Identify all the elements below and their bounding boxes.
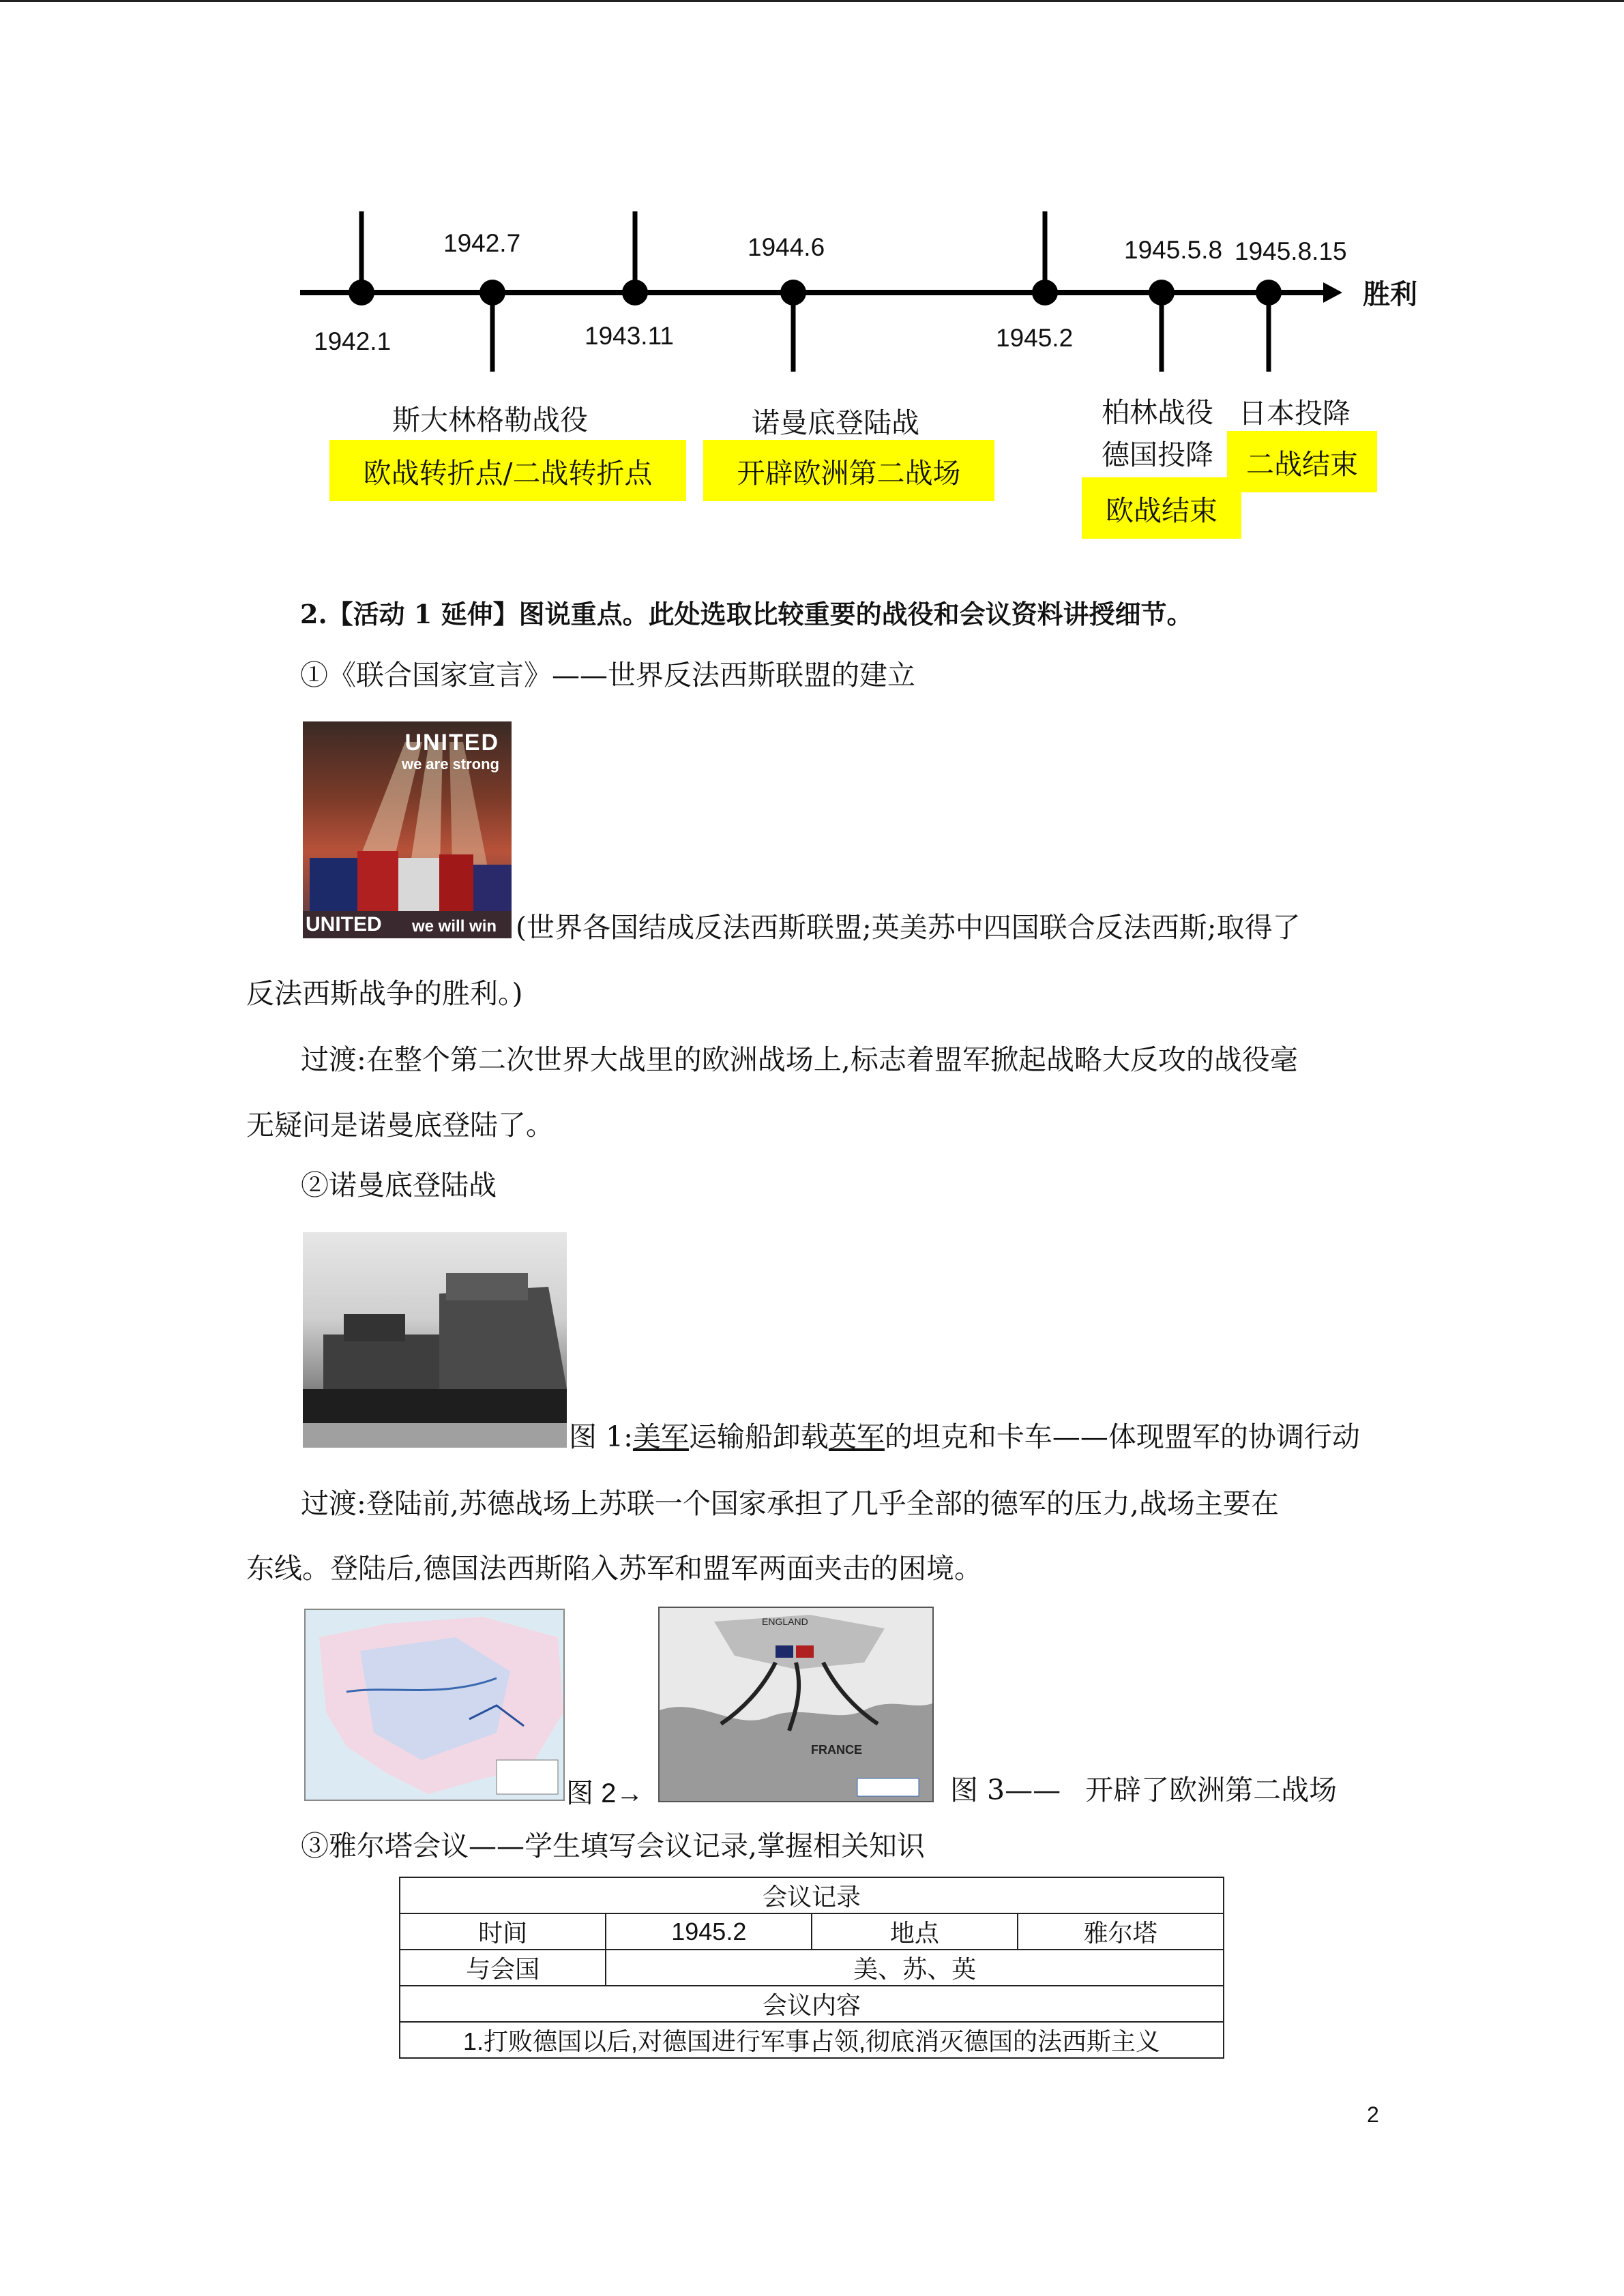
event-stalingrad: 斯大林格勒战役 [392,404,588,436]
table-row [400,1950,1224,1986]
table-row [400,1913,1224,1950]
time-value: 1945.2 [606,1913,812,1950]
fig1-rest: 的坦克和卡车——体现盟军的协调行动 [884,1420,1360,1453]
normandy-landing-photo [303,1232,567,1448]
timeline-date-1945-2: 1945.2 [996,324,1074,352]
fig1-prefix: 图 1: [569,1420,633,1453]
timeline-date-1942-7: 1942.7 [443,229,521,257]
attendees-label: 与会国 [400,1950,606,1986]
timeline-axis [0,0,1624,409]
figure2-label [566,1772,643,1810]
attendees-value: 美、苏、英 [606,1950,1224,1986]
table-row [400,1877,1224,1913]
event-japan-surrender: 日本投降 [1239,397,1350,430]
item1-caption-line2: 反法西斯战争的胜利。) [246,977,523,1010]
map-england-label: ENGLAND [762,1616,808,1627]
place-value: 雅尔塔 [1018,1913,1224,1950]
highlight-second-front: 开辟欧洲第二战场 [703,440,994,501]
poster-united-top: UNITED [404,730,499,756]
figure1-caption [569,1404,1360,1470]
content-label: 会议内容 [400,1986,1224,2022]
highlight-turning-point: 欧战转折点/二战转折点 [329,440,686,501]
united-poster-image [303,721,512,938]
item1-caption-line1: (世界各国结成反法西斯联盟;英美苏中四国联合反法西斯;取得了 [516,911,1301,944]
timeline-end-label: 胜利 [1363,280,1417,310]
table-row [400,1986,1224,2022]
fig2-text: 图 2 [566,1778,617,1808]
fig1-mid: 运输船卸载 [688,1420,829,1453]
timeline-date-1943-11: 1943.11 [585,322,674,350]
fig3-label: 图 3—— [950,1774,1061,1806]
table-title: 会议记录 [400,1877,1224,1913]
transition2-line2: 东线。登陆后,德国法西斯陷入苏军和盟军两面夹击的困境。 [246,1552,983,1585]
map-france-label: FRANCE [811,1743,862,1757]
figure2-europe-map [304,1609,565,1801]
section-heading: 2.【活动 1 延伸】图说重点。此处选取比较重要的战役和会议资料讲授细节。 [300,599,1193,629]
fig1-us-army: 美军 [632,1420,689,1453]
poster-united-bottom: UNITED [306,913,382,936]
content-item-1: 1.打败德国以后,对德国进行军事占领,彻底消灭德国的法西斯主义 [400,2022,1224,2058]
transition1-line1: 过渡:在整个第二次世界大战里的欧洲战场上,标志着盟军掀起战略大反攻的战役毫 [301,1043,1298,1076]
transition2-line1: 过渡:登陆前,苏德战场上苏联一个国家承担了几乎全部的德军的压力,战场主要在 [301,1487,1279,1520]
table-row [400,2022,1224,2058]
fig1-uk-army: 英军 [828,1420,885,1453]
timeline-date-1942-1: 1942.1 [314,327,392,355]
event-normandy: 诺曼底登陆战 [752,406,919,439]
poster-win: we will win [412,917,497,936]
timeline-date-1944-6: 1944.6 [748,233,825,261]
timeline [0,0,1624,559]
item1-title: ①《联合国家宣言》——世界反法西斯联盟的建立 [300,659,915,691]
figure3-caption [950,1757,1337,1823]
item2-title: ②诺曼底登陆战 [301,1169,497,1202]
meeting-record-table [399,1877,1224,2059]
fig2-arrow-icon: → [616,1778,644,1808]
poster-strong: we are strong [401,756,499,773]
place-label: 地点 [812,1913,1017,1950]
event-germany-surrender: 德国投降 [1102,438,1213,471]
event-berlin: 柏林战役 [1102,396,1213,429]
fig3-text: 开辟了欧洲第二战场 [1085,1774,1338,1806]
item3-title: ③雅尔塔会议——学生填写会议记录,掌握相关知识 [301,1830,926,1862]
transition1-line2: 无疑问是诺曼底登陆了。 [246,1109,554,1142]
time-label: 时间 [400,1913,606,1950]
page-number: 2 [1367,2102,1379,2127]
timeline-date-1945-5-8: 1945.5.8 [1124,236,1223,264]
figure3-normandy-map [658,1607,934,1802]
timeline-date-1945-8-15: 1945.8.15 [1235,237,1347,265]
highlight-europe-end: 欧战结束 [1082,477,1241,539]
highlight-war-end: 二战结束 [1227,431,1377,492]
